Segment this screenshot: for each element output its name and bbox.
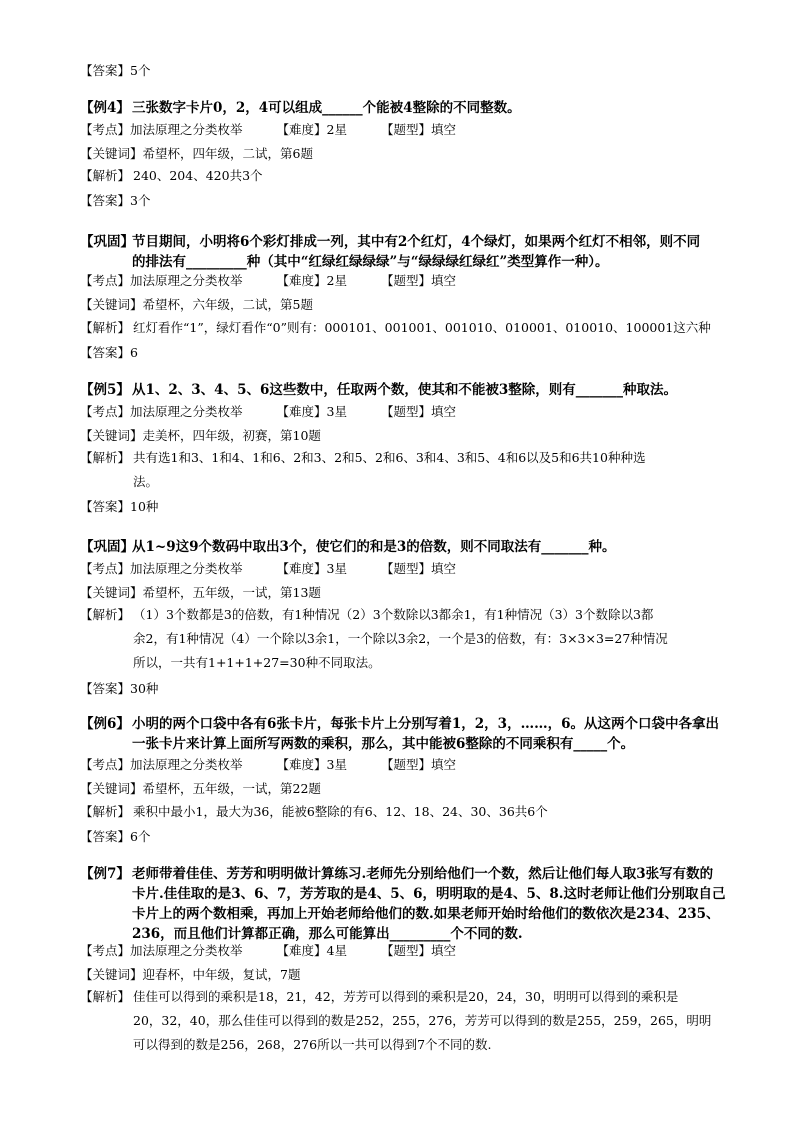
analysis-line: 所以，一共有1+1+1+27=30种不同取法。 bbox=[133, 655, 381, 670]
analysis-line: 240、204、420共3个 bbox=[133, 168, 263, 183]
question-tag: 【巩固】 bbox=[80, 539, 134, 555]
question-line: 从1~9这9个数码中取出3个，使它们的和是3的倍数，则不同取法有_______种。 bbox=[132, 539, 616, 555]
topic-field: 【考点】加法原理之分类枚举 bbox=[80, 404, 243, 419]
question-type-field: 【题型】填空 bbox=[380, 943, 456, 958]
question-line: 老师带着佳佳、芳芳和明明做计算练习.老师先分别给他们一个数，然后让他们每人取3张写有数的 bbox=[132, 866, 714, 882]
question-example-6 bbox=[80, 714, 742, 754]
meta-line bbox=[80, 561, 742, 577]
analysis-block bbox=[80, 603, 742, 675]
difficulty-field: 【难度】3星 bbox=[276, 404, 347, 419]
topic-field: 【考点】加法原理之分类枚举 bbox=[80, 561, 243, 576]
question-line: 236，而且他们计算都正确，那么可能算出_________个不同的数. bbox=[132, 926, 523, 942]
analysis-tag: 【解析】 bbox=[80, 804, 131, 819]
question-line: 卡片.佳佳取的是3、6、7，芳芳取的是4、5、6，明明取的是4、5、8.这时老师让他们分别取自己 bbox=[132, 886, 726, 902]
question-tag: 【例7】 bbox=[80, 866, 130, 882]
answer-line: 【答案】6 bbox=[80, 345, 138, 360]
question-example-5 bbox=[80, 380, 742, 400]
question-practice-2 bbox=[80, 537, 742, 557]
analysis-block bbox=[80, 800, 742, 824]
analysis-block bbox=[80, 316, 742, 340]
answer-line: 【答案】30种 bbox=[80, 681, 159, 696]
analysis-line: 红灯看作“1”，绿灯看作“0”则有：000101、001001、001010、010001、010010、100001这六种 bbox=[133, 320, 711, 335]
question-tag: 【例5】 bbox=[80, 382, 130, 398]
analysis-line: 共有选1和3、1和4、1和6、2和3、2和5、2和6、3和4、3和5、4和6以及5和6共10种种选 bbox=[133, 450, 646, 465]
answer-line: 【答案】6个 bbox=[80, 829, 151, 844]
analysis-line: 佳佳可以得到的乘积是18，21，42，芳芳可以得到的乘积是20，24，30，明明可以得到的乘积是 bbox=[133, 989, 679, 1004]
analysis-tag: 【解析】 bbox=[80, 607, 131, 622]
question-type-field: 【题型】填空 bbox=[380, 404, 456, 419]
analysis-tag: 【解析】 bbox=[80, 168, 131, 183]
question-type-field: 【题型】填空 bbox=[380, 757, 456, 772]
keywords-line: 【关键词】希望杯，六年级，二试，第5题 bbox=[80, 297, 313, 312]
analysis-line: 法。 bbox=[133, 474, 159, 489]
difficulty-field: 【难度】4星 bbox=[276, 943, 347, 958]
meta-line bbox=[80, 404, 742, 420]
keywords-line: 【关键词】希望杯，四年级，二试，第6题 bbox=[80, 146, 313, 161]
question-line: 三张数字卡片0，2，4可以组成______个能被4整除的不同整数。 bbox=[132, 100, 521, 116]
difficulty-field: 【难度】3星 bbox=[276, 561, 347, 576]
topic-field: 【考点】加法原理之分类枚举 bbox=[80, 122, 243, 137]
difficulty-field: 【难度】2星 bbox=[276, 273, 347, 288]
analysis-tag: 【解析】 bbox=[80, 450, 131, 465]
question-type-field: 【题型】填空 bbox=[380, 273, 456, 288]
difficulty-field: 【难度】3星 bbox=[276, 757, 347, 772]
meta-line bbox=[80, 757, 742, 773]
analysis-block bbox=[80, 164, 742, 188]
topic-field: 【考点】加法原理之分类枚举 bbox=[80, 273, 243, 288]
keywords-line: 【关键词】希望杯，五年级，一试，第13题 bbox=[80, 585, 321, 600]
answer-line: 【答案】5个 bbox=[80, 63, 151, 78]
analysis-line: 20，32，40，那么佳佳可以得到的数是252，255，276，芳芳可以得到的数是255，259，265，明明 bbox=[133, 1013, 712, 1028]
question-line: 从1、2、3、4、5、6这些数中，任取两个数，使其和不能被3整除，则有_______种取法。 bbox=[132, 382, 678, 398]
answer-line: 【答案】3个 bbox=[80, 193, 151, 208]
analysis-line: 乘积中最小1，最大为36，能被6整除的有6、12、18、24、30、36共6个 bbox=[133, 804, 548, 819]
question-line: 小明的两个口袋中各有6张卡片，每张卡片上分别写着1，2，3，……，6。从这两个口袋中各拿出 bbox=[132, 716, 719, 732]
answer-line: 【答案】10种 bbox=[80, 499, 159, 514]
question-example-7 bbox=[80, 864, 742, 944]
topic-field: 【考点】加法原理之分类枚举 bbox=[80, 943, 243, 958]
question-tag: 【巩固】 bbox=[80, 234, 134, 250]
question-line: 一张卡片来计算上面所写两数的乘积，那么，其中能被6整除的不同乘积有_____个。 bbox=[132, 736, 635, 752]
analysis-block bbox=[80, 446, 742, 494]
question-line: 卡片上的两个数相乘，再加上开始老师给他们的数.如果老师开始时给他们的数依次是234、235、 bbox=[132, 906, 720, 922]
question-tag: 【例6】 bbox=[80, 716, 130, 732]
analysis-tag: 【解析】 bbox=[80, 320, 131, 335]
analysis-tag: 【解析】 bbox=[80, 989, 131, 1004]
analysis-block bbox=[80, 985, 742, 1057]
meta-line bbox=[80, 122, 742, 138]
question-line: 节目期间，小明将6个彩灯排成一列，其中有2个红灯，4个绿灯，如果两个红灯不相邻，则不同 bbox=[132, 234, 701, 250]
question-type-field: 【题型】填空 bbox=[380, 122, 456, 137]
keywords-line: 【关键词】迎春杯，中年级，复试，7题 bbox=[80, 967, 301, 982]
keywords-line: 【关键词】希望杯，五年级，一试，第22题 bbox=[80, 781, 321, 796]
meta-line bbox=[80, 273, 742, 289]
difficulty-field: 【难度】2星 bbox=[276, 122, 347, 137]
analysis-line: 可以得到的数是256，268，276所以一共可以得到7个不同的数. bbox=[133, 1037, 492, 1052]
question-practice-1 bbox=[80, 232, 742, 272]
question-type-field: 【题型】填空 bbox=[380, 561, 456, 576]
keywords-line: 【关键词】走美杯，四年级，初赛，第10题 bbox=[80, 428, 321, 443]
question-line: 的排法有_________种（其中“红绿红绿绿绿”与“绿绿绿红绿红”类型算作一种）。 bbox=[132, 254, 609, 270]
question-tag: 【例4】 bbox=[80, 100, 130, 116]
analysis-line: （1）3个数都是3的倍数，有1种情况（2）3个数除以3都余1，有1种情况（3）3个数除以3都 bbox=[133, 607, 654, 622]
meta-line bbox=[80, 943, 742, 959]
analysis-line: 余2，有1种情况（4）一个除以3余1，一个除以3余2，一个是3的倍数，有：3×3×3=27种情况 bbox=[133, 631, 668, 646]
question-example-4 bbox=[80, 98, 742, 118]
topic-field: 【考点】加法原理之分类枚举 bbox=[80, 757, 243, 772]
